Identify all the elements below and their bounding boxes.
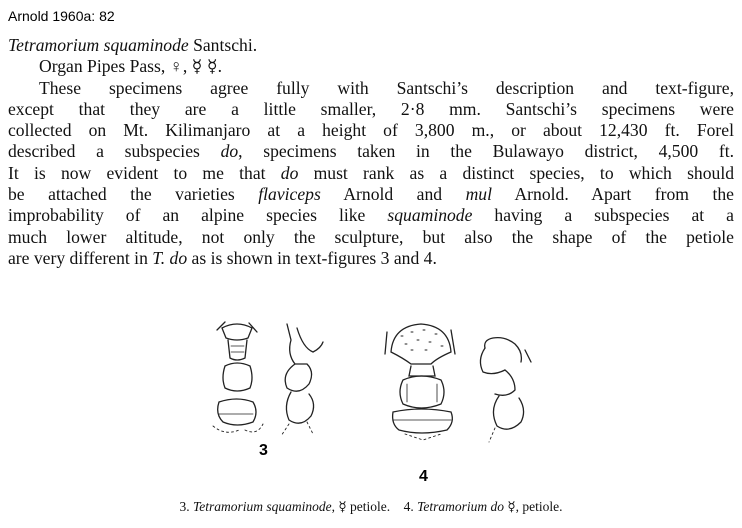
paragraph-line-2: except that they are a little smaller, 2·8 mm. Santschi’s specimens were xyxy=(8,98,734,119)
paragraph-line-7 xyxy=(8,205,734,226)
caption-species: Tetramorium squaminode xyxy=(192,499,332,514)
citation-label: Arnold 1960a: 82 xyxy=(8,8,115,24)
caption-number: 3. xyxy=(179,499,193,514)
locality-line: Organ Pipes Pass, ♀, ☿ ☿. xyxy=(39,56,223,77)
text-run: improbability of an alpine species like xyxy=(8,205,388,226)
paragraph-line-9 xyxy=(8,248,734,269)
paragraph-line-5 xyxy=(8,163,734,184)
text-run: are very different in xyxy=(8,247,153,268)
text-run: having a subspecies at a xyxy=(472,205,734,226)
text-run: must rank as a distinct species, to which should xyxy=(298,162,735,183)
text-run: Arnold. Apart from the xyxy=(491,184,734,205)
text-run: Arnold and xyxy=(320,184,466,205)
text-run: , specimens taken in the Bulawayo district, 4,500 ft. xyxy=(238,141,735,162)
caption-number: 4. xyxy=(403,499,418,514)
article-text xyxy=(8,35,734,269)
italic-term: do xyxy=(280,162,299,183)
italic-term: flaviceps xyxy=(258,184,321,205)
text-run: as is shown in text-figures 3 and 4. xyxy=(187,247,437,268)
paragraph-line-1: These specimens agree fully with Santschi’s description and text-figure, xyxy=(39,77,734,98)
figure-4-label: 4 xyxy=(419,468,428,485)
caption-text: , ☿ petiole. xyxy=(331,499,391,514)
figure-area xyxy=(195,318,535,493)
italic-term: T. do xyxy=(152,247,188,268)
paragraph-line-6 xyxy=(8,184,734,205)
caption-text: ☿, petiole. xyxy=(504,499,563,514)
text-run: be attached the varieties xyxy=(8,184,259,205)
paragraph-line-8: much lower altitude, not only the sculpture, but also the shape of the petiole xyxy=(8,226,734,247)
species-author: Santschi. xyxy=(188,35,258,55)
text-run: It is now evident to me that xyxy=(8,162,281,183)
caption-species: Tetramorium do xyxy=(417,499,505,514)
figure-3-drawing xyxy=(195,318,345,438)
figure-3-label: 3 xyxy=(259,442,268,459)
figure-caption xyxy=(0,499,742,515)
figure-4-drawing xyxy=(365,318,535,443)
text-run: described a subspecies xyxy=(8,141,221,162)
italic-term: mul xyxy=(465,184,492,205)
italic-term: do xyxy=(220,141,239,162)
species-name: Tetramorium squaminode xyxy=(8,35,189,55)
species-heading xyxy=(8,35,734,56)
paragraph-line-3: collected on Mt. Kilimanjaro at a height of 3,800 m., or about 12,430 ft. Forel xyxy=(8,120,734,141)
paragraph-line-4 xyxy=(8,141,734,162)
italic-term: squaminode xyxy=(387,205,473,226)
